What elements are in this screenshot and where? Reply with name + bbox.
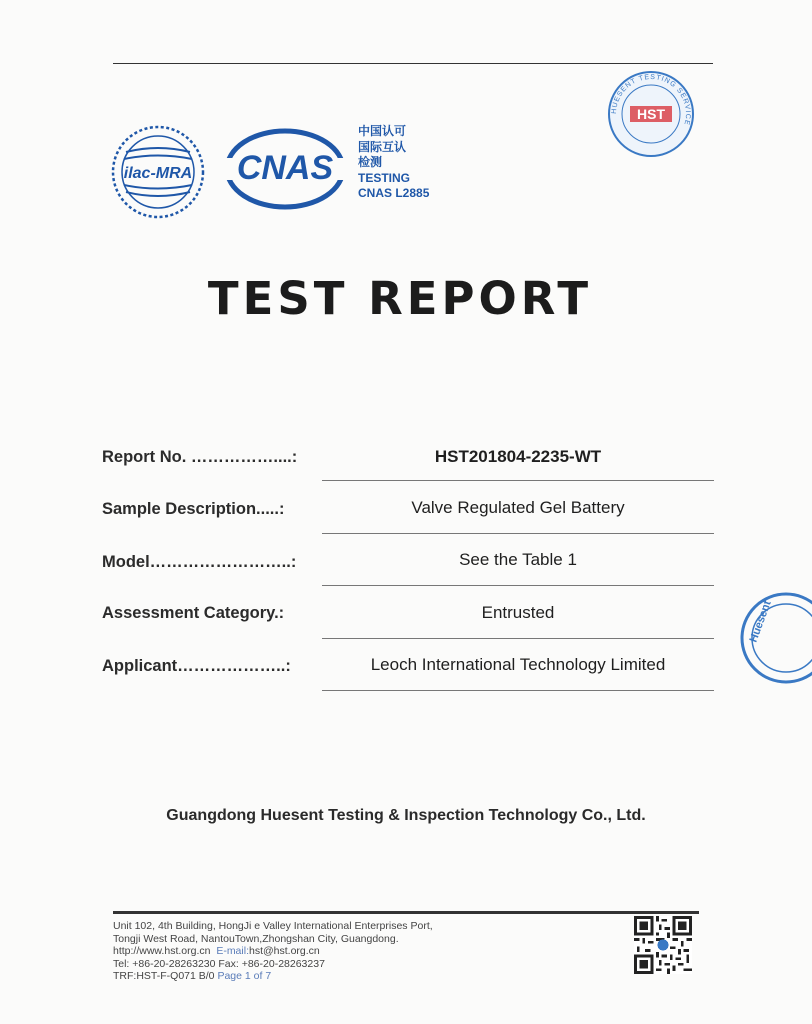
applicant-label: Applicant………………..:: [102, 657, 291, 675]
field-rule: [322, 638, 714, 639]
cnas-logo-text: CNAS: [236, 149, 334, 187]
applicant-value: Leoch International Technology Limited: [370, 655, 666, 674]
qr-code: [633, 916, 693, 974]
trf-line: [113, 970, 433, 983]
sample-description-value: Valve Regulated Gel Battery: [411, 498, 625, 517]
cnas-caption-line: 检测: [358, 155, 383, 169]
tel-fax-line: Tel: +86-20-28263230 Fax: +86-20-28263237: [113, 957, 325, 970]
side-seal: [736, 588, 796, 688]
email-link[interactable]: hst@hst.org.cn: [248, 945, 320, 957]
cnas-caption-line: 中国认可: [358, 124, 407, 138]
report-title: TEST REPORT: [207, 272, 593, 325]
field-rule: [322, 585, 714, 586]
web-email-line: [113, 945, 433, 958]
assessment-category-value: Entrusted: [481, 603, 555, 622]
company-name: Guangdong Huesent Testing & Inspection Technology Co., Ltd.: [166, 807, 646, 824]
ilac-logo-text: ilac-MRA: [123, 165, 193, 182]
cnas-caption: [358, 124, 429, 202]
address-line: Tongji West Road, NantouTown,Zhongshan City, Guangdong.: [113, 932, 399, 945]
hst-seal-ring-text: HUESENT TESTING SERVICE: [610, 73, 692, 127]
top-rule: [113, 63, 713, 64]
address-line: Unit 102, 4th Building, HongJi e Valley International Enterprises Port,: [113, 920, 433, 932]
side-seal-text: Huesent: [747, 599, 774, 645]
cnas-caption-line: 国际互认: [358, 139, 407, 154]
cnas-caption-line: TESTING: [358, 170, 411, 185]
cnas-logo: [222, 126, 348, 212]
field-rule: [322, 480, 714, 481]
email-label: E-mail:: [216, 945, 249, 957]
cnas-caption-line: CNAS L2885: [358, 186, 430, 200]
report-no-label: Report No. ……………....:: [102, 448, 298, 466]
field-rule: [322, 690, 714, 691]
assessment-category-label: Assessment Category.:: [102, 604, 285, 622]
page-number: Page 1 of 7: [217, 970, 272, 982]
model-label: Model……………………..:: [102, 553, 297, 571]
sample-description-label: Sample Description.....:: [102, 500, 285, 518]
hst-seal: [607, 70, 695, 158]
footer-contact: [113, 920, 433, 983]
hst-seal-text: HST: [637, 106, 665, 122]
field-rule: [322, 533, 714, 534]
footer-rule: [113, 911, 699, 914]
trf-code: TRF:HST-F-Q071 B/0: [113, 970, 215, 982]
website-link[interactable]: http://www.hst.org.cn: [113, 945, 211, 957]
report-no-value: HST201804-2235-WT: [434, 447, 602, 466]
ilac-mra-logo: [106, 122, 210, 222]
model-value: See the Table 1: [459, 550, 577, 569]
